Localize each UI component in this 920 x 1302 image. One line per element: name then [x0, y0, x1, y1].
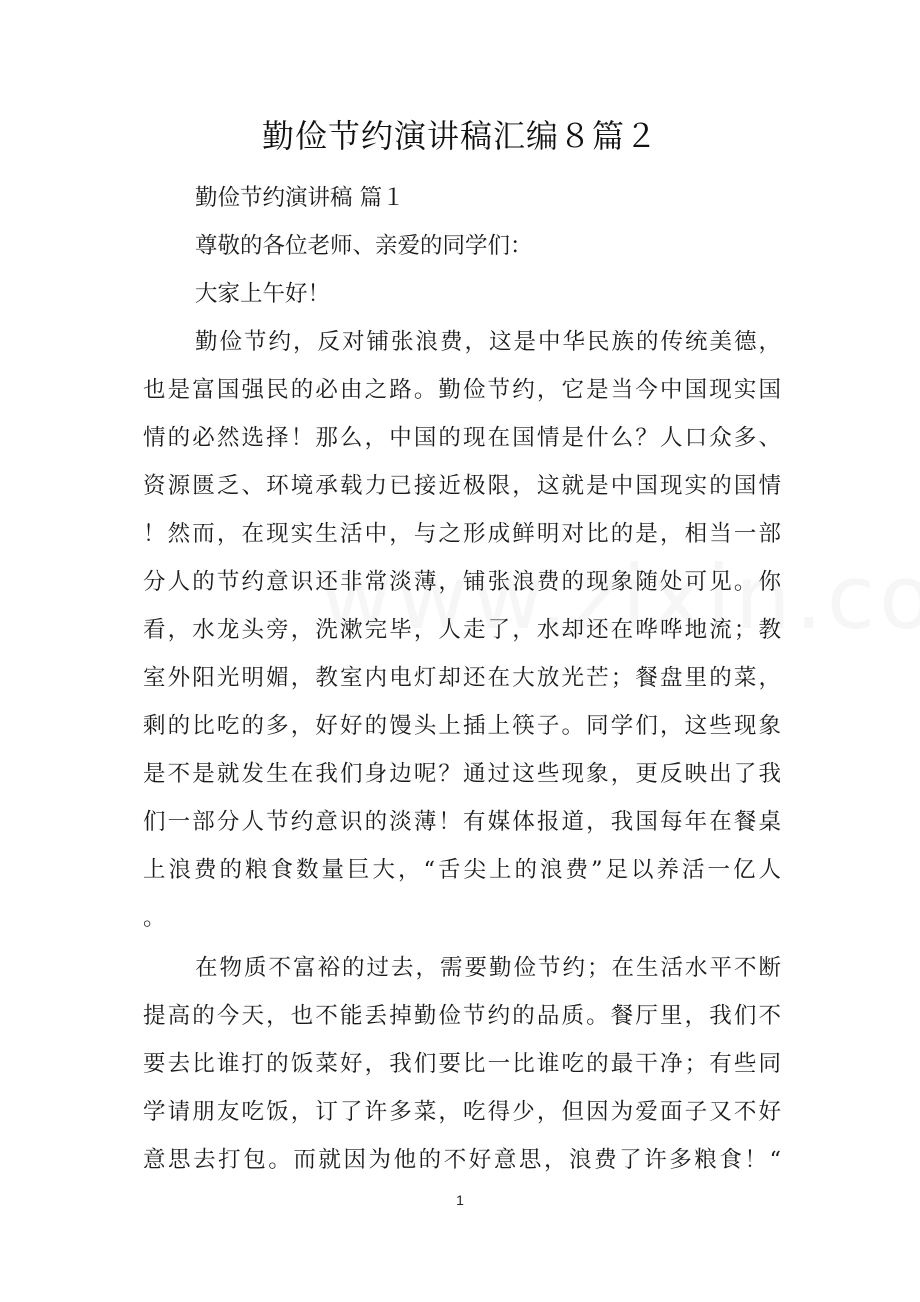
paragraph-line: 提高的今天，也不能丢掉勤俭节约的品质。餐厅里，我们不: [143, 1003, 781, 1029]
paragraph-line: 是不是就发生在我们身边呢？通过这些现象，更反映出了我: [143, 761, 781, 787]
paragraph-line: 勤俭节约，反对铺张浪费，这是中华民族的传统美德，: [195, 329, 781, 355]
paragraph-line: 看，水龙头旁，洗漱完毕，人走了，水却还在哗哗地流；教: [143, 617, 781, 643]
paragraph-line: 资源匮乏、环境承载力已接近极限，这就是中国现实的国情: [143, 473, 781, 499]
paragraph-line: 也是富国强民的必由之路。勤俭节约，它是当今中国现实国: [143, 377, 781, 403]
paragraph-line: 们一部分人节约意识的淡薄！有媒体报道，我国每年在餐桌: [143, 809, 781, 835]
paragraph-line: 。: [143, 905, 166, 931]
paragraph-line: 上浪费的粮食数量巨大，“舌尖上的浪费”足以养活一亿人: [143, 857, 781, 883]
paragraph-line: 分人的节约意识还非常淡薄，铺张浪费的现象随处可见。你: [143, 569, 781, 595]
paragraph-line: 剩的比吃的多，好好的馒头上插上筷子。同学们，这些现象: [143, 713, 781, 739]
paragraph-line: 在物质不富裕的过去，需要勤俭节约；在生活水平不断: [195, 955, 781, 981]
section-heading: 勤俭节约演讲稿 篇１: [195, 185, 405, 211]
greeting: 大家上午好！: [195, 281, 331, 307]
paragraph-line: 情的必然选择！那么，中国的现在国情是什么？人口众多、: [143, 425, 781, 451]
paragraph-line: ！然而，在现实生活中，与之形成鲜明对比的是，相当一部: [143, 521, 781, 547]
paragraph-line: 学请朋友吃饭，订了许多菜，吃得少，但因为爱面子又不好: [143, 1099, 781, 1125]
salutation: 尊敬的各位老师、亲爱的同学们：: [195, 233, 533, 259]
paragraph-line: 要去比谁打的饭菜好，我们要比一比谁吃的最干净；有些同: [143, 1051, 781, 1077]
page-number: 1: [456, 1192, 464, 1208]
paragraph-line: 意思去打包。而就因为他的不好意思，浪费了许多粮食！“: [143, 1147, 781, 1173]
paragraph-line: 室外阳光明媚，教室内电灯却还在大放光芒；餐盘里的菜，: [143, 665, 781, 691]
document-title: 勤俭节约演讲稿汇编８篇２: [261, 117, 658, 155]
